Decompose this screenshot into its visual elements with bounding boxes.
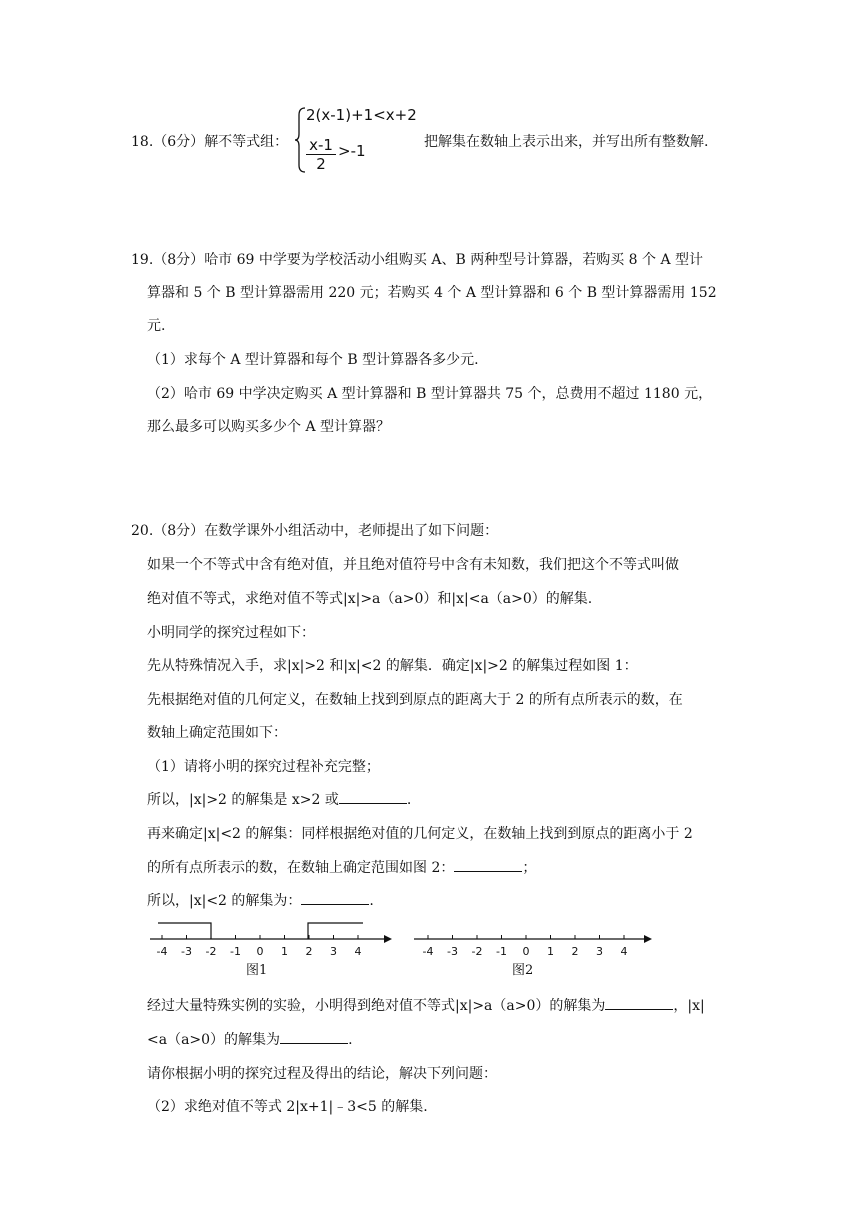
fig2-tick-label: 4 bbox=[620, 945, 628, 958]
fig2-tick-label: -2 bbox=[471, 945, 483, 958]
q20-text-8: 所以，|x|>2 的解集是 x>2 或 bbox=[147, 792, 339, 808]
q20-text-13-end: . bbox=[348, 1032, 353, 1048]
q20-intro: 在数学课外小组活动中，老师提出了如下问题： bbox=[204, 523, 499, 539]
figure-2-number-line bbox=[412, 918, 662, 980]
fig2-tick-label: -3 bbox=[447, 945, 458, 958]
q20-paragraph-4: 先从特殊情况入手，求|x|>2 和|x|<2 的解集．确定|x|>2 的解集过程如图 1： bbox=[147, 658, 638, 674]
fig2-tick-label: 2 bbox=[571, 945, 579, 958]
q18-number: 18. bbox=[131, 134, 154, 150]
fig1-tick-label: 4 bbox=[354, 945, 362, 958]
answer-blank-1[interactable] bbox=[339, 789, 407, 804]
q20-paragraph-3: 小明同学的探究过程如下： bbox=[147, 625, 315, 641]
fig2-label: 图2 bbox=[512, 963, 534, 978]
q18-prompt: 解不等式组： bbox=[204, 134, 289, 150]
fig1-tick-label: -4 bbox=[156, 945, 168, 958]
q20-text-10-end: ； bbox=[522, 860, 537, 876]
fig1-tick-label: 3 bbox=[330, 945, 337, 958]
q18-fraction-denominator: 2 bbox=[316, 155, 326, 173]
q20-text-12-end: ，|x| bbox=[673, 998, 705, 1014]
q20-text-10: 的所有点所表示的数，在数轴上确定范围如图 2： bbox=[147, 860, 455, 876]
q18-suffix: 把解集在数轴上表示出来，并写出所有整数解. bbox=[424, 134, 709, 150]
fig1-tick-label: 1 bbox=[281, 945, 288, 958]
q18-score: （6分） bbox=[153, 134, 205, 150]
fig1-tick-label: 0 bbox=[256, 945, 264, 958]
q18-heading bbox=[131, 131, 288, 151]
q19-line-1 bbox=[131, 249, 703, 269]
answer-blank-4[interactable] bbox=[605, 995, 673, 1010]
figure-1-number-line bbox=[148, 918, 398, 980]
q19-line-2: 算器和 5 个 B 型计算器需用 220 元；若购买 4 个 A 型计算器和 6 个 B 型计算器需用 152 bbox=[147, 285, 717, 301]
fig1-right-range bbox=[308, 923, 363, 939]
q18-inequality-2-rest: >-1 bbox=[338, 142, 366, 160]
q20-text-11: 所以，|x|<2 的解集为： bbox=[147, 893, 302, 909]
q20-paragraph-5: 先根据绝对值的几何定义，在数轴上找到到原点的距离大于 2 的所有点所表示的数，在 bbox=[147, 692, 683, 708]
q20-score: （8分） bbox=[153, 523, 205, 539]
answer-blank-2[interactable] bbox=[454, 857, 522, 872]
q20-line-13 bbox=[147, 1029, 353, 1049]
q20-line-8 bbox=[147, 789, 411, 809]
q19-line-3: 元. bbox=[147, 318, 166, 334]
q18-fraction-numerator: x-1 bbox=[306, 136, 336, 155]
q19-score: （8分） bbox=[153, 252, 205, 268]
q18-brace bbox=[294, 107, 306, 173]
fig2-tick-label: 1 bbox=[547, 945, 554, 958]
q18-inequality-1: 2(x-1)+1<x+2 bbox=[306, 106, 417, 124]
q20-paragraph-2: 绝对值不等式，求绝对值不等式|x|>a（a>0）和|x|<a（a>0）的解集. bbox=[147, 591, 593, 607]
q20-number: 20. bbox=[131, 523, 154, 539]
q20-text-11-end: . bbox=[369, 893, 374, 909]
q19-text-1: 哈市 69 中学要为学校活动小组购买 A、B 两种型号计算器，若购买 8 个 A 型计 bbox=[204, 252, 704, 268]
fig1-label: 图1 bbox=[246, 963, 268, 978]
fig1-arrow-icon bbox=[384, 935, 392, 943]
fig2-tick-label: 3 bbox=[596, 945, 603, 958]
q20-part-1: （1）请将小明的探究过程补充完整； bbox=[147, 759, 380, 775]
fig1-left-range bbox=[158, 923, 211, 939]
fig1-tick-label: -1 bbox=[230, 945, 241, 958]
q20-part-2: （2）求绝对值不等式 2|x+1|﹣3<5 的解集. bbox=[147, 1099, 428, 1115]
fig2-tick-label: -1 bbox=[496, 945, 507, 958]
q20-paragraph-9: 再来确定|x|<2 的解集：同样根据绝对值的几何定义，在数轴上找到到原点的距离小于 2 bbox=[147, 826, 693, 842]
q18-fraction bbox=[306, 136, 336, 173]
fig1-tick-label: 2 bbox=[305, 945, 313, 958]
answer-blank-3[interactable] bbox=[301, 890, 369, 905]
fig2-arrow-icon bbox=[644, 935, 652, 943]
q20-text-8-end: . bbox=[406, 792, 412, 808]
q19-part-2a: （2）哈市 69 中学决定购买 A 型计算器和 B 型计算器共 75 个，总费用不超过 1180 元， bbox=[147, 386, 713, 402]
q20-heading bbox=[131, 520, 498, 540]
q20-line-11 bbox=[147, 890, 374, 910]
fig2-tick-label: 0 bbox=[522, 945, 530, 958]
q20-paragraph-14: 请你根据小明的探究过程及得出的结论，解决下列问题： bbox=[147, 1066, 497, 1082]
q20-paragraph-1: 如果一个不等式中含有绝对值，并且绝对值符号中含有未知数，我们把这个不等式叫做 bbox=[147, 557, 679, 573]
fig1-tick-label: -3 bbox=[181, 945, 192, 958]
q19-number: 19. bbox=[131, 252, 154, 268]
fig2-tick-label: -4 bbox=[422, 945, 434, 958]
q20-text-13: <a（a>0）的解集为 bbox=[147, 1032, 281, 1048]
fig1-tick-label: -2 bbox=[205, 945, 217, 958]
q20-text-12: 经过大量特殊实例的实验，小明得到绝对值不等式|x|>a（a>0）的解集为 bbox=[147, 998, 606, 1014]
q19-part-1: （1）求每个 A 型计算器和每个 B 型计算器各多少元. bbox=[147, 352, 479, 368]
q19-part-2b: 那么最多可以购买多少个 A 型计算器？ bbox=[147, 419, 391, 435]
q20-line-12 bbox=[147, 995, 705, 1015]
q20-line-10 bbox=[147, 857, 536, 877]
q20-paragraph-6: 数轴上确定范围如下： bbox=[147, 725, 287, 741]
answer-blank-5[interactable] bbox=[280, 1029, 348, 1044]
